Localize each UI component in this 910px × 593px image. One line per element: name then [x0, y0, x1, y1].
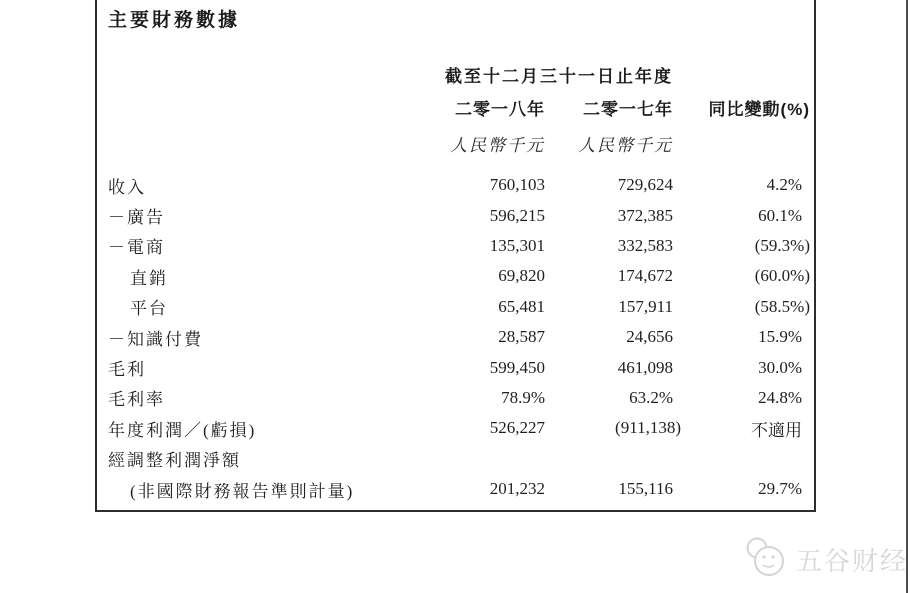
table-body [96, 170, 815, 504]
unit-header-row [96, 128, 815, 158]
column-header-yoy: 同比變動(%) [708, 99, 810, 119]
value-2017: 24,656 [626, 327, 673, 347]
value-yoy: 不適用 [751, 420, 802, 440]
value-2018: 28,587 [498, 327, 545, 347]
value-2017: 174,672 [617, 266, 673, 286]
watermark-text: 五谷财经 [796, 545, 909, 576]
period-header: 截至十二月三十一日止年度 [445, 67, 673, 86]
table-row [96, 444, 815, 474]
value-yoy: 30.0% [758, 357, 802, 377]
column-header-2017: 二零一七年 [583, 99, 673, 119]
table-row [96, 200, 815, 230]
table-row [96, 231, 815, 261]
value-2017: 461,098 [617, 357, 673, 377]
row-label: 直銷 [130, 268, 168, 288]
value-2018: 760,103 [489, 175, 545, 195]
value-yoy: (60.0%) [754, 266, 810, 286]
row-label: －廣告 [108, 208, 165, 228]
value-yoy: (58.5%) [754, 296, 810, 316]
value-yoy: 60.1% [758, 205, 802, 225]
table-row [96, 474, 815, 504]
value-2018: 78.9% [501, 387, 545, 407]
page-edge-line [906, 0, 908, 593]
column-header-row [96, 92, 815, 122]
value-2017: 155,116 [618, 479, 673, 499]
wugu-caijing-logo [742, 534, 792, 584]
table-row [96, 383, 815, 413]
table-row [96, 322, 815, 352]
value-2017: 332,583 [617, 235, 673, 255]
table-row [96, 413, 815, 443]
row-label: 經調整利潤淨額 [108, 451, 241, 471]
table-row [96, 352, 815, 382]
table-row [96, 261, 815, 291]
value-2018: 135,301 [489, 235, 545, 255]
page-title: 主要財務數據 [108, 10, 241, 31]
table-row [96, 170, 815, 200]
value-2018: 596,215 [489, 205, 545, 225]
value-yoy: 15.9% [758, 327, 802, 347]
row-label: 年度利潤／(虧損) [108, 420, 257, 440]
value-2017: (911,138) [615, 418, 681, 438]
unit-2018: 人民幣千元 [450, 135, 545, 155]
value-2017: 63.2% [629, 387, 673, 407]
value-2017: 372,385 [617, 205, 673, 225]
row-label: 毛利 [108, 360, 146, 380]
watermark [742, 534, 908, 584]
value-yoy: 4.2% [766, 175, 802, 195]
row-label: (非國際財務報告準則計量) [130, 481, 355, 501]
value-2018: 65,481 [498, 296, 545, 316]
value-2017: 157,911 [618, 296, 673, 316]
row-label: －電商 [108, 238, 165, 258]
row-label: 毛利率 [108, 390, 165, 410]
value-yoy: (59.3%) [754, 235, 810, 255]
column-header-2018: 二零一八年 [455, 99, 545, 119]
value-2017: 729,624 [617, 175, 673, 195]
value-2018: 69,820 [498, 266, 545, 286]
unit-2017: 人民幣千元 [578, 135, 673, 155]
value-2018: 201,232 [489, 479, 545, 499]
row-label: 平台 [130, 299, 168, 319]
table-content [96, 0, 815, 512]
value-2018: 526,227 [489, 418, 545, 438]
value-2018: 599,450 [489, 357, 545, 377]
value-yoy: 24.8% [758, 387, 802, 407]
table-row [96, 292, 815, 322]
row-label: 收入 [108, 177, 146, 197]
value-yoy: 29.7% [758, 479, 802, 499]
row-label: －知識付費 [108, 329, 203, 349]
